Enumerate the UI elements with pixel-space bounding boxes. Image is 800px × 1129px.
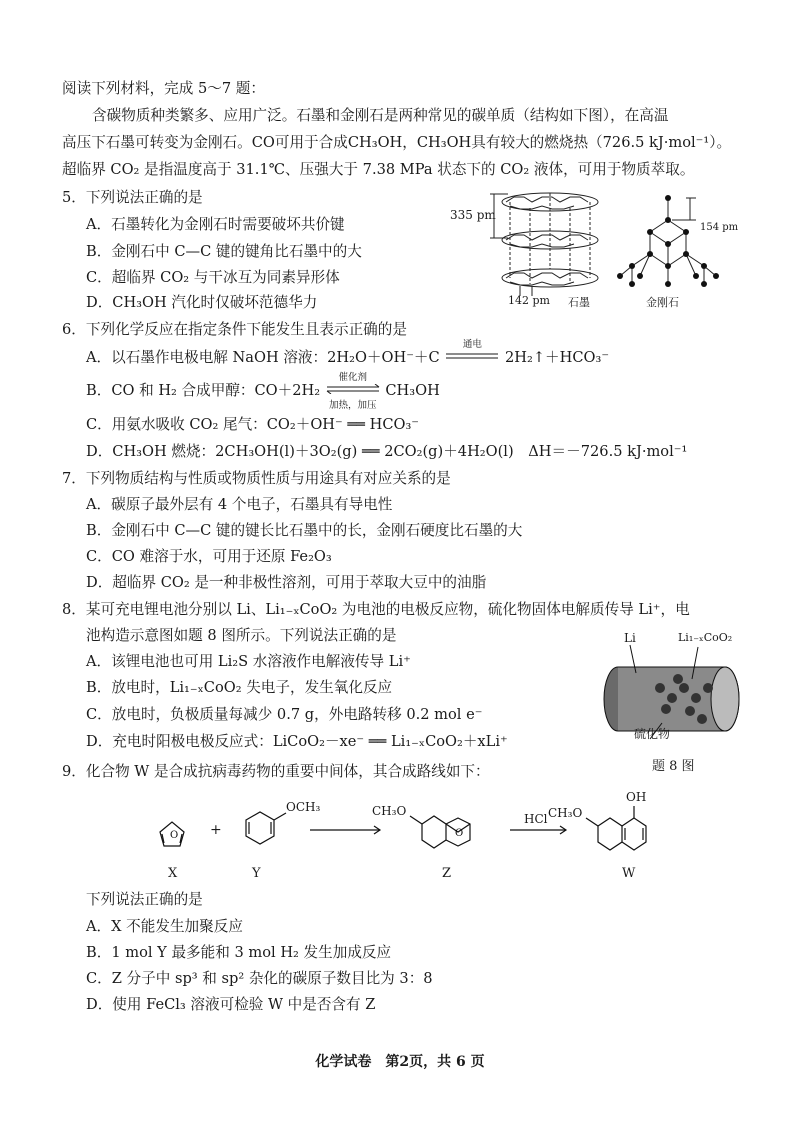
section-heading: 阅读下列材料，完成 5～7 题： <box>62 80 265 97</box>
compound-w-label: W <box>622 866 636 881</box>
question-6-a-products: 2H₂↑＋HCO₃⁻ <box>504 349 610 366</box>
catalyst-condition: 催化剂 <box>338 372 367 383</box>
graphite-layer-spacing-label: 335 pm <box>450 208 496 222</box>
question-8-stem: 8．某可充电锂电池分别以 Li、Li₁₋ₓCoO₂ 为电池的电极反应物，硫化物固体电解质传导 Li⁺，电 <box>62 601 690 618</box>
question-6-a-reactants: A．以石墨作电极电解 NaOH 溶液：2H₂O＋OH⁻＋C <box>86 349 440 366</box>
w-hydroxyl-group: OH <box>626 790 647 804</box>
question-8-option-b: B．放电时，Li₁₋ₓCoO₂ 失电子，发生氧化反应 <box>86 679 393 696</box>
bridge-oxygen: O <box>455 828 464 839</box>
battery-figure <box>600 625 750 775</box>
graphite-diamond-diagram <box>450 180 720 310</box>
question-9-sub-stem: 下列说法正确的是 <box>86 891 203 908</box>
question-5-option-a: A．石墨转化为金刚石时需要破坏共价键 <box>86 216 345 233</box>
question-9-option-b: B．1 mol Y 最多能和 3 mol H₂ 发生加成反应 <box>86 944 392 961</box>
electrolyte-label: 硫化物 <box>634 727 671 741</box>
question-5-option-b: B．金刚石中 C—C 键的键角比石墨中的大 <box>86 243 362 260</box>
graphite-label: 石墨 <box>568 296 590 309</box>
page-footer: 化学试卷 第2页，共 6 页 <box>315 1054 485 1070</box>
question-6-option-d: D．CH₃OH 燃烧：2CH₃OH(l)＋3O₂(g) ══ 2CO₂(g)＋4H₂O(l) ΔH＝－726.5 kJ·mol⁻¹ <box>86 443 688 460</box>
question-6-option-c: C．用氨水吸收 CO₂ 尾气：CO₂＋OH⁻ ══ HCO₃⁻ <box>86 416 419 433</box>
compound-x-label: X <box>168 866 178 881</box>
compound-z-label: Z <box>442 866 452 881</box>
question-5-stem: 5．下列说法正确的是 <box>62 189 203 206</box>
carbon-structures-figure <box>450 180 739 310</box>
question-8-option-a: A．该锂电池也可用 Li₂S 水溶液作电解液传导 Li⁺ <box>86 653 411 670</box>
synthesis-route-svg <box>140 786 700 886</box>
question-7-option-c: C．CO 难溶于水，可用于还原 Fe₂O₃ <box>86 548 332 565</box>
diamond-label: 金刚石 <box>646 296 679 309</box>
w-methoxy-group: CH₃O <box>548 806 583 820</box>
y-methoxy-group: OCH₃ <box>286 800 321 814</box>
question-7-option-d: D．超临界 CO₂ 是一种非极性溶剂，可用于萃取大豆中的油脂 <box>86 574 487 591</box>
furan-oxygen: O <box>170 830 179 841</box>
question-9-option-a: A．X 不能发生加聚反应 <box>86 918 243 935</box>
intro-paragraph-line: 超临界 CO₂ 是指温度高于 31.1℃、压强大于 7.38 MPa 状态下的 CO₂ 液体，可用于物质萃取。 <box>62 161 695 178</box>
benzene-ring <box>246 812 274 844</box>
cathode-label: Li₁₋ₓCoO₂ <box>678 631 733 644</box>
question-5-option-d: D．CH₃OH 汽化时仅破坏范德华力 <box>86 294 318 311</box>
figure-8-caption: 题 8 图 <box>652 759 695 774</box>
synthesis-route-diagram <box>140 786 700 886</box>
question-6-b-products: CH₃OH <box>385 382 440 399</box>
plus-sign: + <box>210 822 222 838</box>
z-benzene-ring <box>422 816 446 848</box>
question-8-option-c: C．放电时，负极质量每减少 0.7 g，外电路转移 0.2 mol e⁻ <box>86 706 483 723</box>
intro-paragraph-line: 高压下石墨可转变为金刚石。CO可用于合成CH₃OH，CH₃OH具有较大的燃烧热（726.5 kJ·mol⁻¹）。 <box>62 134 732 151</box>
question-9-option-d: D．使用 FeCl₃ 溶液可检验 W 中是否含有 Z <box>86 996 376 1013</box>
question-7-option-a: A．碳原子最外层有 4 个电子，石墨具有导电性 <box>86 496 393 513</box>
graphite-layer-bottom <box>502 269 598 287</box>
question-5-option-c: C．超临界 CO₂ 与干冰互为同素异形体 <box>86 269 340 286</box>
battery-cylinder-diagram <box>600 643 750 753</box>
question-7-option-b: B．金刚石中 C—C 键的键长比石墨中的长，金刚石硬度比石墨的大 <box>86 522 523 539</box>
intro-paragraph-line: 含碳物质种类繁多、应用广泛。石墨和金刚石是两种常见的碳单质（结构如下图），在高温 <box>92 107 669 124</box>
question-9-stem: 9．化合物 W 是合成抗病毒药物的重要中间体，其合成路线如下： <box>62 763 490 780</box>
question-7-stem: 7．下列物质结构与性质或物质性质与用途具有对应关系的是 <box>62 470 451 487</box>
compound-y-label: Y <box>252 866 261 881</box>
question-8-stem-continued: 池构造示意图如题 8 图所示。下列说法正确的是 <box>86 627 397 644</box>
anode-label: Li <box>624 631 636 645</box>
reversible-arrow-icon <box>325 384 381 394</box>
question-6-b-reactants: B．CO 和 H₂ 合成甲醇：CO＋2H₂ <box>86 382 321 399</box>
graphite-bond-length-label: 142 pm <box>508 294 550 307</box>
electrolysis-condition: 通电 <box>462 339 482 350</box>
z-methoxy-group: CH₃O <box>372 804 407 818</box>
reagent-label: HCl <box>524 812 548 826</box>
question-6-option-b <box>86 372 440 411</box>
question-8-option-d: D．充电时阳极电极反应式：LiCoO₂－xe⁻ ══ Li₁₋ₓCoO₂＋xLi⁺ <box>86 733 508 750</box>
reaction-condition-arrow <box>444 339 500 368</box>
question-9-option-c: C．Z 分子中 sp³ 和 sp² 杂化的碳原子数目比为 3：8 <box>86 970 433 987</box>
diamond-bond-length-label: 154 pm <box>700 222 739 233</box>
question-6-stem: 6．下列化学反应在指定条件下能发生且表示正确的是 <box>62 321 407 338</box>
double-line-equals-icon <box>444 351 500 361</box>
heat-pressure-condition: 加热，加压 <box>328 400 377 411</box>
w-naphthalene-ring <box>598 818 622 850</box>
question-6-option-a <box>86 339 610 368</box>
reaction-condition-arrow <box>325 372 381 411</box>
